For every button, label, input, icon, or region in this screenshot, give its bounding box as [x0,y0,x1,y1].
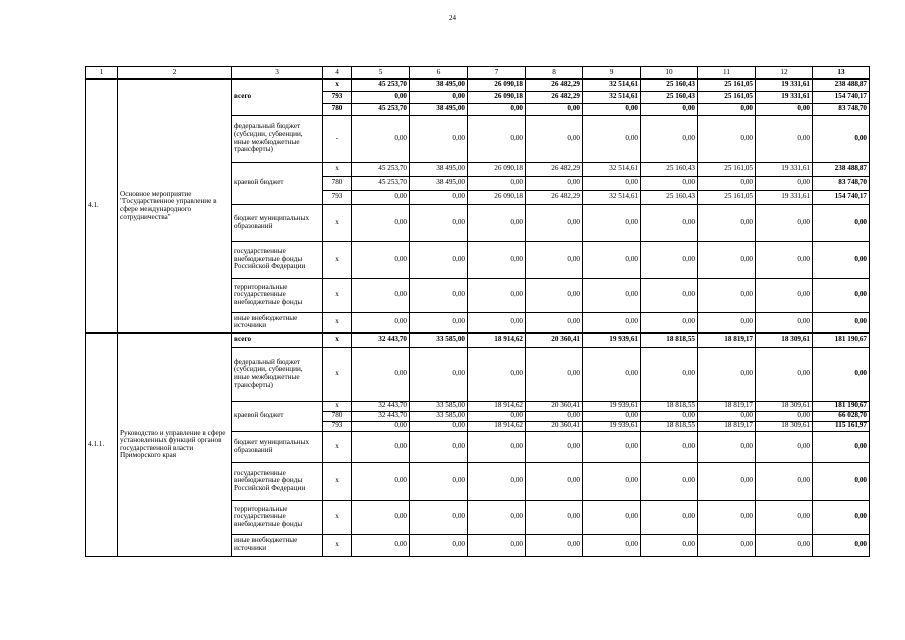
value-cell: 26 482,29 [526,162,583,176]
budget-code: - [323,115,352,162]
value-cell: 0,00 [526,103,583,115]
value-cell: 0,00 [641,103,698,115]
budget-code: 780 [323,103,352,115]
value-cell: 0,00 [698,278,756,312]
value-cell: 0,00 [583,500,641,534]
value-cell: 0,00 [641,500,698,534]
value-cell: 0,00 [756,204,813,241]
value-cell: 0,00 [410,278,468,312]
value-cell: 0,00 [756,241,813,278]
value-cell: 238 488,87 [813,162,870,176]
value-cell: 19 331,61 [756,79,813,91]
funding-source: всего [232,79,323,115]
value-cell: 32 443,70 [352,411,410,421]
value-cell: 0,00 [756,347,813,401]
value-cell: 0,00 [583,534,641,556]
header-cell: 1 [86,67,118,80]
value-cell: 0,00 [698,176,756,190]
value-cell: 25 161,05 [698,79,756,91]
value-cell: 20 360,41 [526,401,583,411]
value-cell: 66 028,70 [813,411,870,421]
value-cell: 0,00 [583,204,641,241]
header-cell: 6 [410,67,468,80]
value-cell: 0,00 [352,115,410,162]
value-cell: 18 914,62 [468,333,526,347]
value-cell: 0,00 [526,347,583,401]
budget-code: 780 [323,176,352,190]
value-cell: 0,00 [352,91,410,103]
value-cell: 25 161,05 [698,91,756,103]
budget-code: х [323,241,352,278]
value-cell: 0,00 [352,278,410,312]
header-cell: 11 [698,67,756,80]
value-cell: 26 482,29 [526,190,583,204]
measure-name: Руководство и управление в сфере установленных функций органов государственной власти Приморского края [118,333,232,556]
value-cell: 0,00 [468,278,526,312]
value-cell: 0,00 [410,115,468,162]
value-cell: 32 514,61 [583,91,641,103]
value-cell: 0,00 [583,462,641,500]
value-cell: 0,00 [698,312,756,333]
value-cell: 0,00 [756,431,813,462]
value-cell: 0,00 [756,411,813,421]
value-cell: 0,00 [468,411,526,421]
value-cell: 0,00 [583,278,641,312]
value-cell: 0,00 [641,115,698,162]
value-cell: 0,00 [641,241,698,278]
value-cell: 26 090,18 [468,162,526,176]
value-cell: 0,00 [526,204,583,241]
budget-code: х [323,431,352,462]
value-cell: 0,00 [583,103,641,115]
value-cell: 18 819,17 [698,421,756,431]
header-cell: 8 [526,67,583,80]
value-cell: 0,00 [583,176,641,190]
value-cell: 19 331,61 [756,190,813,204]
value-cell: 0,00 [583,411,641,421]
budget-code: 793 [323,421,352,431]
funding-source: бюджет муниципальных образований [232,431,323,462]
value-cell: 0,00 [813,204,870,241]
value-cell: 0,00 [756,176,813,190]
value-cell: 0,00 [698,115,756,162]
page-number: 24 [449,14,456,22]
value-cell: 0,00 [410,431,468,462]
value-cell: 25 161,05 [698,162,756,176]
value-cell: 32 443,70 [352,401,410,411]
funding-source: территориальные государственные внебюджетные фонды [232,500,323,534]
value-cell: 0,00 [468,534,526,556]
value-cell: 0,00 [352,347,410,401]
value-cell: 18 309,61 [756,333,813,347]
measure-code: 4.1.1. [86,333,118,556]
value-cell: 20 360,41 [526,421,583,431]
value-cell: 0,00 [352,534,410,556]
value-cell: 0,00 [352,241,410,278]
value-cell: 0,00 [410,91,468,103]
value-cell: 0,00 [352,312,410,333]
value-cell: 0,00 [698,534,756,556]
value-cell: 0,00 [526,500,583,534]
value-cell: 0,00 [410,204,468,241]
budget-code: х [323,162,352,176]
value-cell: 83 748,70 [813,176,870,190]
funding-source: краевой бюджет [232,162,323,204]
funding-source: краевой бюджет [232,401,323,431]
value-cell: 45 253,70 [352,162,410,176]
value-cell: 19 939,61 [583,401,641,411]
funding-source: иные внебюджетные источники [232,312,323,333]
budget-code: х [323,534,352,556]
value-cell: 0,00 [698,411,756,421]
budget-code: х [323,312,352,333]
value-cell: 154 740,17 [813,190,870,204]
value-cell: 238 488,87 [813,79,870,91]
value-cell: 0,00 [410,534,468,556]
value-cell: 0,00 [352,462,410,500]
value-cell: 18 819,17 [698,333,756,347]
value-cell: 18 309,61 [756,401,813,411]
value-cell: 32 514,61 [583,190,641,204]
value-cell: 0,00 [813,312,870,333]
budget-code: 793 [323,190,352,204]
budget-code: 793 [323,91,352,103]
value-cell: 0,00 [756,312,813,333]
value-cell: 45 253,70 [352,103,410,115]
value-cell: 0,00 [526,176,583,190]
header-cell: 9 [583,67,641,80]
value-cell: 45 253,70 [352,79,410,91]
value-cell: 33 585,00 [410,333,468,347]
value-cell: 0,00 [526,312,583,333]
value-cell: 0,00 [352,204,410,241]
value-cell: 0,00 [526,534,583,556]
value-cell: 0,00 [352,500,410,534]
value-cell: 0,00 [410,421,468,431]
value-cell: 0,00 [698,103,756,115]
value-cell: 0,00 [526,115,583,162]
value-cell: 0,00 [698,500,756,534]
value-cell: 0,00 [641,534,698,556]
value-cell: 18 818,55 [641,421,698,431]
value-cell: 0,00 [641,431,698,462]
value-cell: 38 495,00 [410,176,468,190]
funding-source: бюджет муниципальных образований [232,204,323,241]
value-cell: 0,00 [526,462,583,500]
value-cell: 0,00 [641,347,698,401]
header-cell: 7 [468,67,526,80]
value-cell: 19 939,61 [583,421,641,431]
value-cell: 0,00 [756,103,813,115]
header-cell: 3 [232,67,323,80]
value-cell: 0,00 [468,115,526,162]
value-cell: 83 748,70 [813,103,870,115]
funding-source: государственные внебюджетные фонды Российской Федерации [232,241,323,278]
value-cell: 19 939,61 [583,333,641,347]
value-cell: 0,00 [641,204,698,241]
funding-source: всего [232,333,323,347]
value-cell: 19 331,61 [756,91,813,103]
funding-source: федеральный бюджет (субсидии, субвенции, иные межбюджетные трансферты) [232,115,323,162]
value-cell: 0,00 [813,534,870,556]
value-cell: 20 360,41 [526,333,583,347]
value-cell: 0,00 [698,347,756,401]
value-cell: 26 482,29 [526,79,583,91]
value-cell: 0,00 [698,241,756,278]
value-cell: 19 331,61 [756,162,813,176]
value-cell: 0,00 [813,115,870,162]
value-cell: 0,00 [410,347,468,401]
value-cell: 26 090,18 [468,190,526,204]
budget-code: х [323,204,352,241]
value-cell: 38 495,00 [410,103,468,115]
header-row [86,67,870,80]
value-cell: 115 161,97 [813,421,870,431]
value-cell: 26 482,29 [526,91,583,103]
value-cell: 0,00 [813,462,870,500]
value-cell: 25 161,05 [698,190,756,204]
value-cell: 0,00 [468,462,526,500]
value-cell: 0,00 [756,115,813,162]
value-cell: 0,00 [352,421,410,431]
value-cell: 0,00 [583,347,641,401]
value-cell: 0,00 [526,278,583,312]
value-cell: 32 514,61 [583,79,641,91]
budget-code: х [323,462,352,500]
value-cell: 0,00 [468,204,526,241]
value-cell: 0,00 [583,241,641,278]
budget-table [85,66,870,557]
value-cell: 0,00 [813,431,870,462]
value-cell: 0,00 [641,312,698,333]
value-cell: 45 253,70 [352,176,410,190]
value-cell: 18 309,61 [756,421,813,431]
value-cell: 0,00 [698,431,756,462]
value-cell: 0,00 [698,204,756,241]
value-cell: 0,00 [641,278,698,312]
budget-code: х [323,333,352,347]
value-cell: 0,00 [583,431,641,462]
value-cell: 0,00 [352,431,410,462]
value-cell: 18 914,62 [468,421,526,431]
value-cell: 0,00 [410,500,468,534]
value-cell: 0,00 [813,500,870,534]
value-cell: 0,00 [410,312,468,333]
value-cell: 25 160,43 [641,190,698,204]
value-cell: 0,00 [813,241,870,278]
value-cell: 0,00 [756,534,813,556]
value-cell: 18 819,17 [698,401,756,411]
header-cell: 13 [813,67,870,80]
budget-code: х [323,500,352,534]
value-cell: 32 514,61 [583,162,641,176]
value-cell: 0,00 [410,241,468,278]
value-cell: 0,00 [526,431,583,462]
funding-source: иные внебюджетные источники [232,534,323,556]
value-cell: 181 190,67 [813,333,870,347]
value-cell: 38 495,00 [410,162,468,176]
value-cell: 26 090,18 [468,79,526,91]
measure-code: 4.1. [86,79,118,333]
value-cell: 26 090,18 [468,91,526,103]
value-cell: 0,00 [641,462,698,500]
value-cell: 33 585,00 [410,411,468,421]
value-cell: 0,00 [583,115,641,162]
value-cell: 0,00 [641,411,698,421]
budget-code: 780 [323,411,352,421]
value-cell: 18 818,55 [641,333,698,347]
budget-code: х [323,401,352,411]
value-cell: 0,00 [468,241,526,278]
budget-code: х [323,347,352,401]
value-cell: 0,00 [468,312,526,333]
funding-source: государственные внебюджетные фонды Российской Федерации [232,462,323,500]
header-cell: 12 [756,67,813,80]
value-cell: 0,00 [756,278,813,312]
value-cell: 0,00 [526,411,583,421]
value-cell: 0,00 [813,347,870,401]
value-cell: 0,00 [526,241,583,278]
table-row [86,79,870,91]
value-cell: 25 160,43 [641,162,698,176]
measure-name: Основное мероприятие "Государственное управление в сфере международного сотрудничества" [118,79,232,333]
value-cell: 33 585,00 [410,401,468,411]
value-cell: 0,00 [583,312,641,333]
funding-source: территориальные государственные внебюджетные фонды [232,278,323,312]
value-cell: 0,00 [352,190,410,204]
value-cell: 0,00 [756,462,813,500]
value-cell: 181 190,67 [813,401,870,411]
value-cell: 0,00 [756,500,813,534]
value-cell: 18 818,55 [641,401,698,411]
value-cell: 154 740,17 [813,91,870,103]
value-cell: 32 443,70 [352,333,410,347]
value-cell: 18 914,62 [468,401,526,411]
table-row [86,333,870,347]
value-cell: 0,00 [813,278,870,312]
header-cell: 2 [118,67,232,80]
value-cell: 0,00 [468,176,526,190]
budget-code: х [323,278,352,312]
value-cell: 0,00 [468,500,526,534]
value-cell: 25 160,43 [641,91,698,103]
header-cell: 5 [352,67,410,80]
value-cell: 0,00 [468,347,526,401]
header-cell: 4 [323,67,352,80]
value-cell: 0,00 [468,103,526,115]
value-cell: 38 495,00 [410,79,468,91]
value-cell: 0,00 [410,462,468,500]
funding-source: федеральный бюджет (субсидии, субвенции, иные межбюджетные трансферты) [232,347,323,401]
value-cell: 0,00 [468,431,526,462]
value-cell: 0,00 [641,176,698,190]
value-cell: 25 160,43 [641,79,698,91]
value-cell: 0,00 [698,462,756,500]
budget-code: х [323,79,352,91]
value-cell: 0,00 [410,190,468,204]
header-cell: 10 [641,67,698,80]
